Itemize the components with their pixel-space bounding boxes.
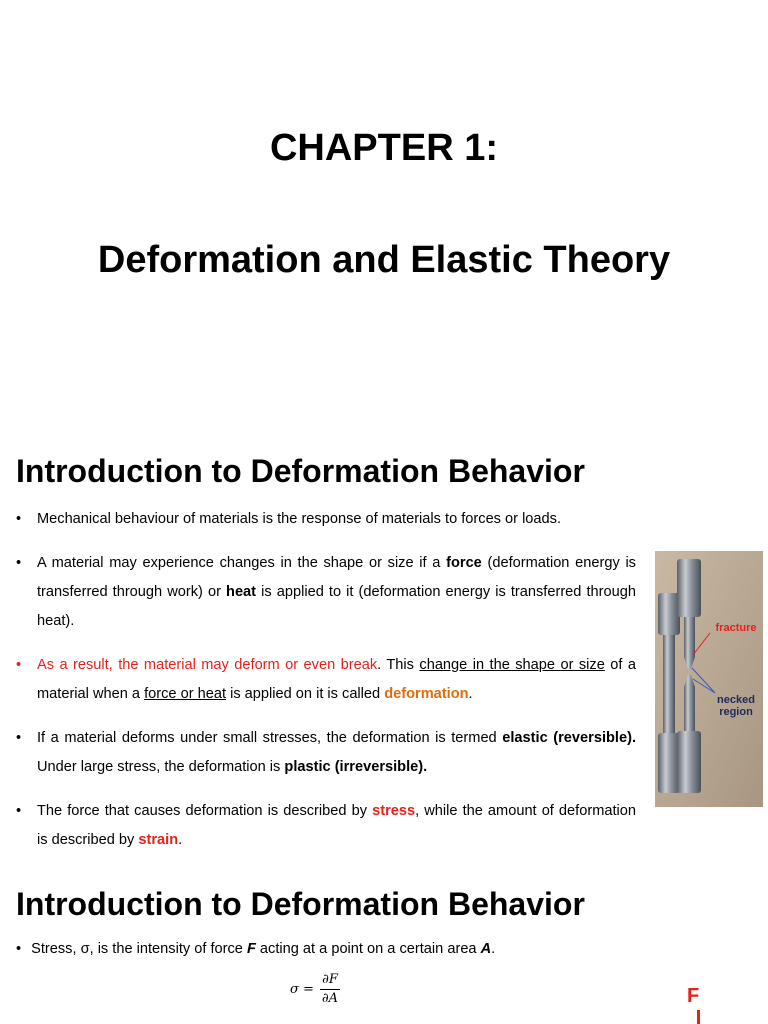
section-heading-intro: Introduction to Deformation Behavior [16, 453, 585, 489]
bullet-mechanical-behaviour [16, 505, 636, 534]
bullet-text: Mechanical behaviour of materials is the response of materials to forces or loads. [37, 511, 562, 527]
section-heading-stress: Introduction to Deformation Behavior [16, 886, 585, 922]
bullet-text-4: . [468, 686, 473, 702]
term-stress: stress [372, 803, 416, 819]
bullet-stress-definition [16, 938, 616, 960]
bullet-text-3: . [178, 832, 183, 848]
chapter-title: Deformation and Elastic Theory [97, 239, 671, 281]
bullet-text-2: Under large stress, the deformation is [37, 759, 285, 775]
fracture-label: fracture [715, 622, 757, 634]
bullet-shape-change [16, 549, 636, 636]
force-arrow-stub [697, 1010, 700, 1024]
bullet-text-2: (deformation energy is transferred through work) or [37, 555, 636, 600]
stress-formula [290, 972, 340, 1007]
force-diagram-label: F [687, 985, 700, 1007]
bullet-deformation-definition [16, 651, 636, 709]
stress-text-2: acting at a point on a certain area [255, 941, 481, 957]
term-strain: strain [138, 832, 179, 848]
term-deformation: deformation [384, 686, 469, 702]
underline-force-heat: force or heat [144, 686, 227, 702]
tensile-specimen-image [655, 551, 763, 807]
bullet-dot: • [16, 555, 22, 571]
term-plastic: plastic (irreversible). [284, 759, 428, 775]
bullet-text-2: , while the amount of deformation is described by [37, 803, 637, 848]
chapter-label: CHAPTER 1: [269, 127, 499, 169]
bullet-dot: • [16, 803, 22, 819]
bullet-dot: • [16, 941, 22, 957]
necked-region-label-1: necked [717, 694, 755, 706]
bullet-text-1: . This [377, 657, 420, 673]
symbol-force: F [246, 941, 256, 957]
bullet-elastic-plastic [16, 724, 636, 782]
bullet-dot: • [16, 657, 22, 673]
bullet-list [16, 505, 636, 870]
bullet-dot: • [16, 730, 22, 746]
underline-shape-size: change in the shape or size [419, 657, 605, 673]
tensile-specimen-photo [655, 551, 763, 807]
term-force: force [446, 555, 482, 571]
term-elastic: elastic (reversible). [502, 730, 636, 746]
bullet-text-1: The force that causes deformation is described by [37, 803, 373, 819]
bullet-stress-strain [16, 797, 636, 855]
formula-lhs: σ = [290, 982, 314, 997]
bullet-dot: • [16, 511, 22, 527]
symbol-area: A [480, 941, 492, 957]
necked-region-label-2: region [719, 706, 753, 718]
term-heat: heat [226, 584, 257, 600]
formula-denominator: ∂A [321, 991, 339, 1006]
stress-text-1: Stress, σ, is the intensity of force [31, 941, 247, 957]
bullet-text-3: is applied to it (deformation energy is transferred through heat). [37, 584, 636, 629]
stress-text-3: . [491, 941, 496, 957]
formula-fraction [320, 972, 340, 1007]
bullet-text-1: If a material deforms under small stresses, the deformation is termed [37, 730, 503, 746]
bullet-text-1: A material may experience changes in the shape or size if a [37, 555, 447, 571]
formula-numerator: ∂F [320, 972, 340, 990]
bullet-text-3: is applied on it is called [226, 686, 385, 702]
bullet-text-2: of a material when a [37, 657, 636, 702]
highlight-deform-break: As a result, the material may deform or even break [37, 657, 378, 673]
